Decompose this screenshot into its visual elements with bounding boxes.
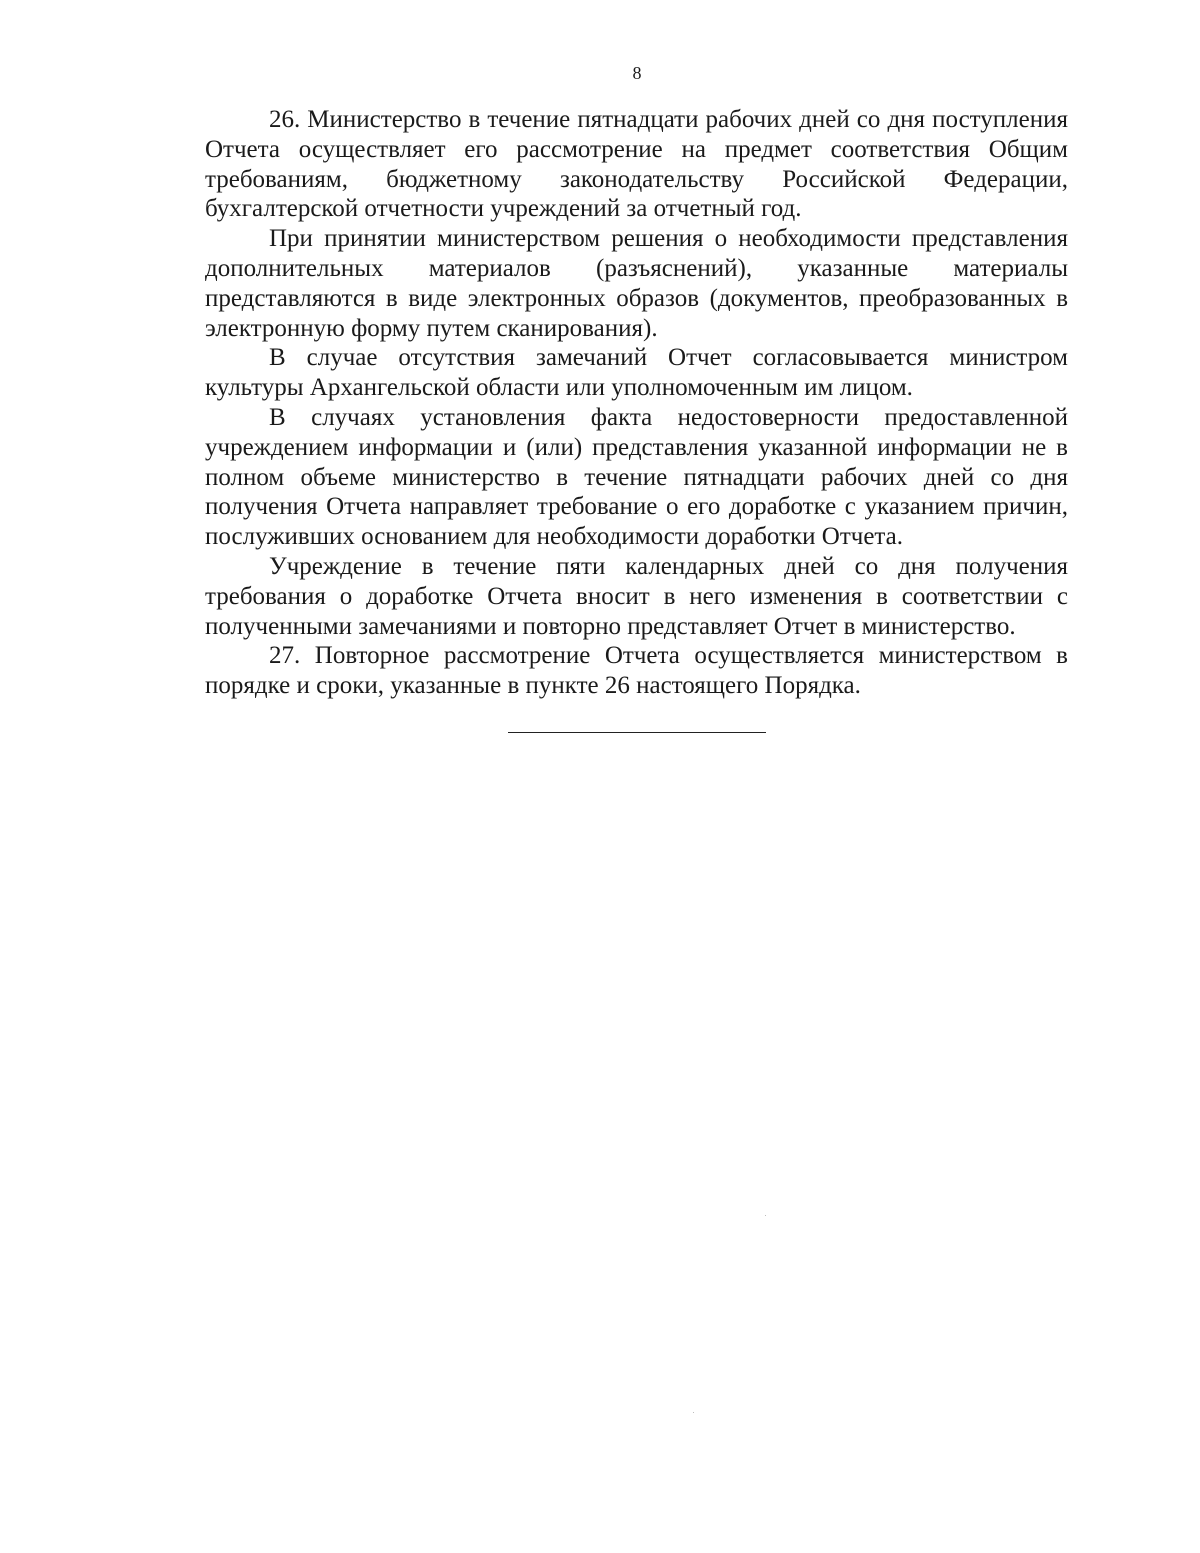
paragraph-27: 27. Повторное рассмотрение Отчета осуществляется министерством в порядке и сроки, указанные в пункте 26 настоящего Порядка. [205,642,1068,700]
paragraph-26: 26. Министерство в течение пятнадцати рабочих дней со дня поступления Отчета осуществляет его рассмотрение на предмет соответствия Общим требованиям, бюджетному законодательству Российской Федерации, бухгалтерской отчетности учреждений за отчетный год. [205,106,1068,223]
scan-speck [693,1412,694,1413]
paragraph-inaccuracy: В случаях установления факта недостоверности предоставленной учреждением информации и (или) представления указанной информации не в полном объеме министерство в течение пятнадцати рабочих дней со дня получения Отчета направляет требование о его доработке с указанием причин, послуживших основанием для необходимости доработки Отчета. [205,403,1068,551]
end-of-text-rule [508,732,766,733]
paragraph-additional-materials: При принятии министерством решения о необходимости представления дополнительных материалов (разъяснений), указанные материалы представляются в виде электронных образов (документов, преобразованных в электронную форму путем сканирования). [205,225,1068,342]
scan-speck [765,1215,766,1216]
page-number: 8 [632,63,642,83]
document-body [205,105,1068,701]
paragraph-revision: Учреждение в течение пяти календарных дней со дня получения требования о доработке Отчета вносит в него изменения в соответствии с полученными замечаниями и повторно представляет Отчет в министерство. [205,552,1068,640]
paragraph-no-remarks: В случае отсутствия замечаний Отчет согласовывается министром культуры Архангельской области или уполномоченным им лицом. [205,344,1068,402]
